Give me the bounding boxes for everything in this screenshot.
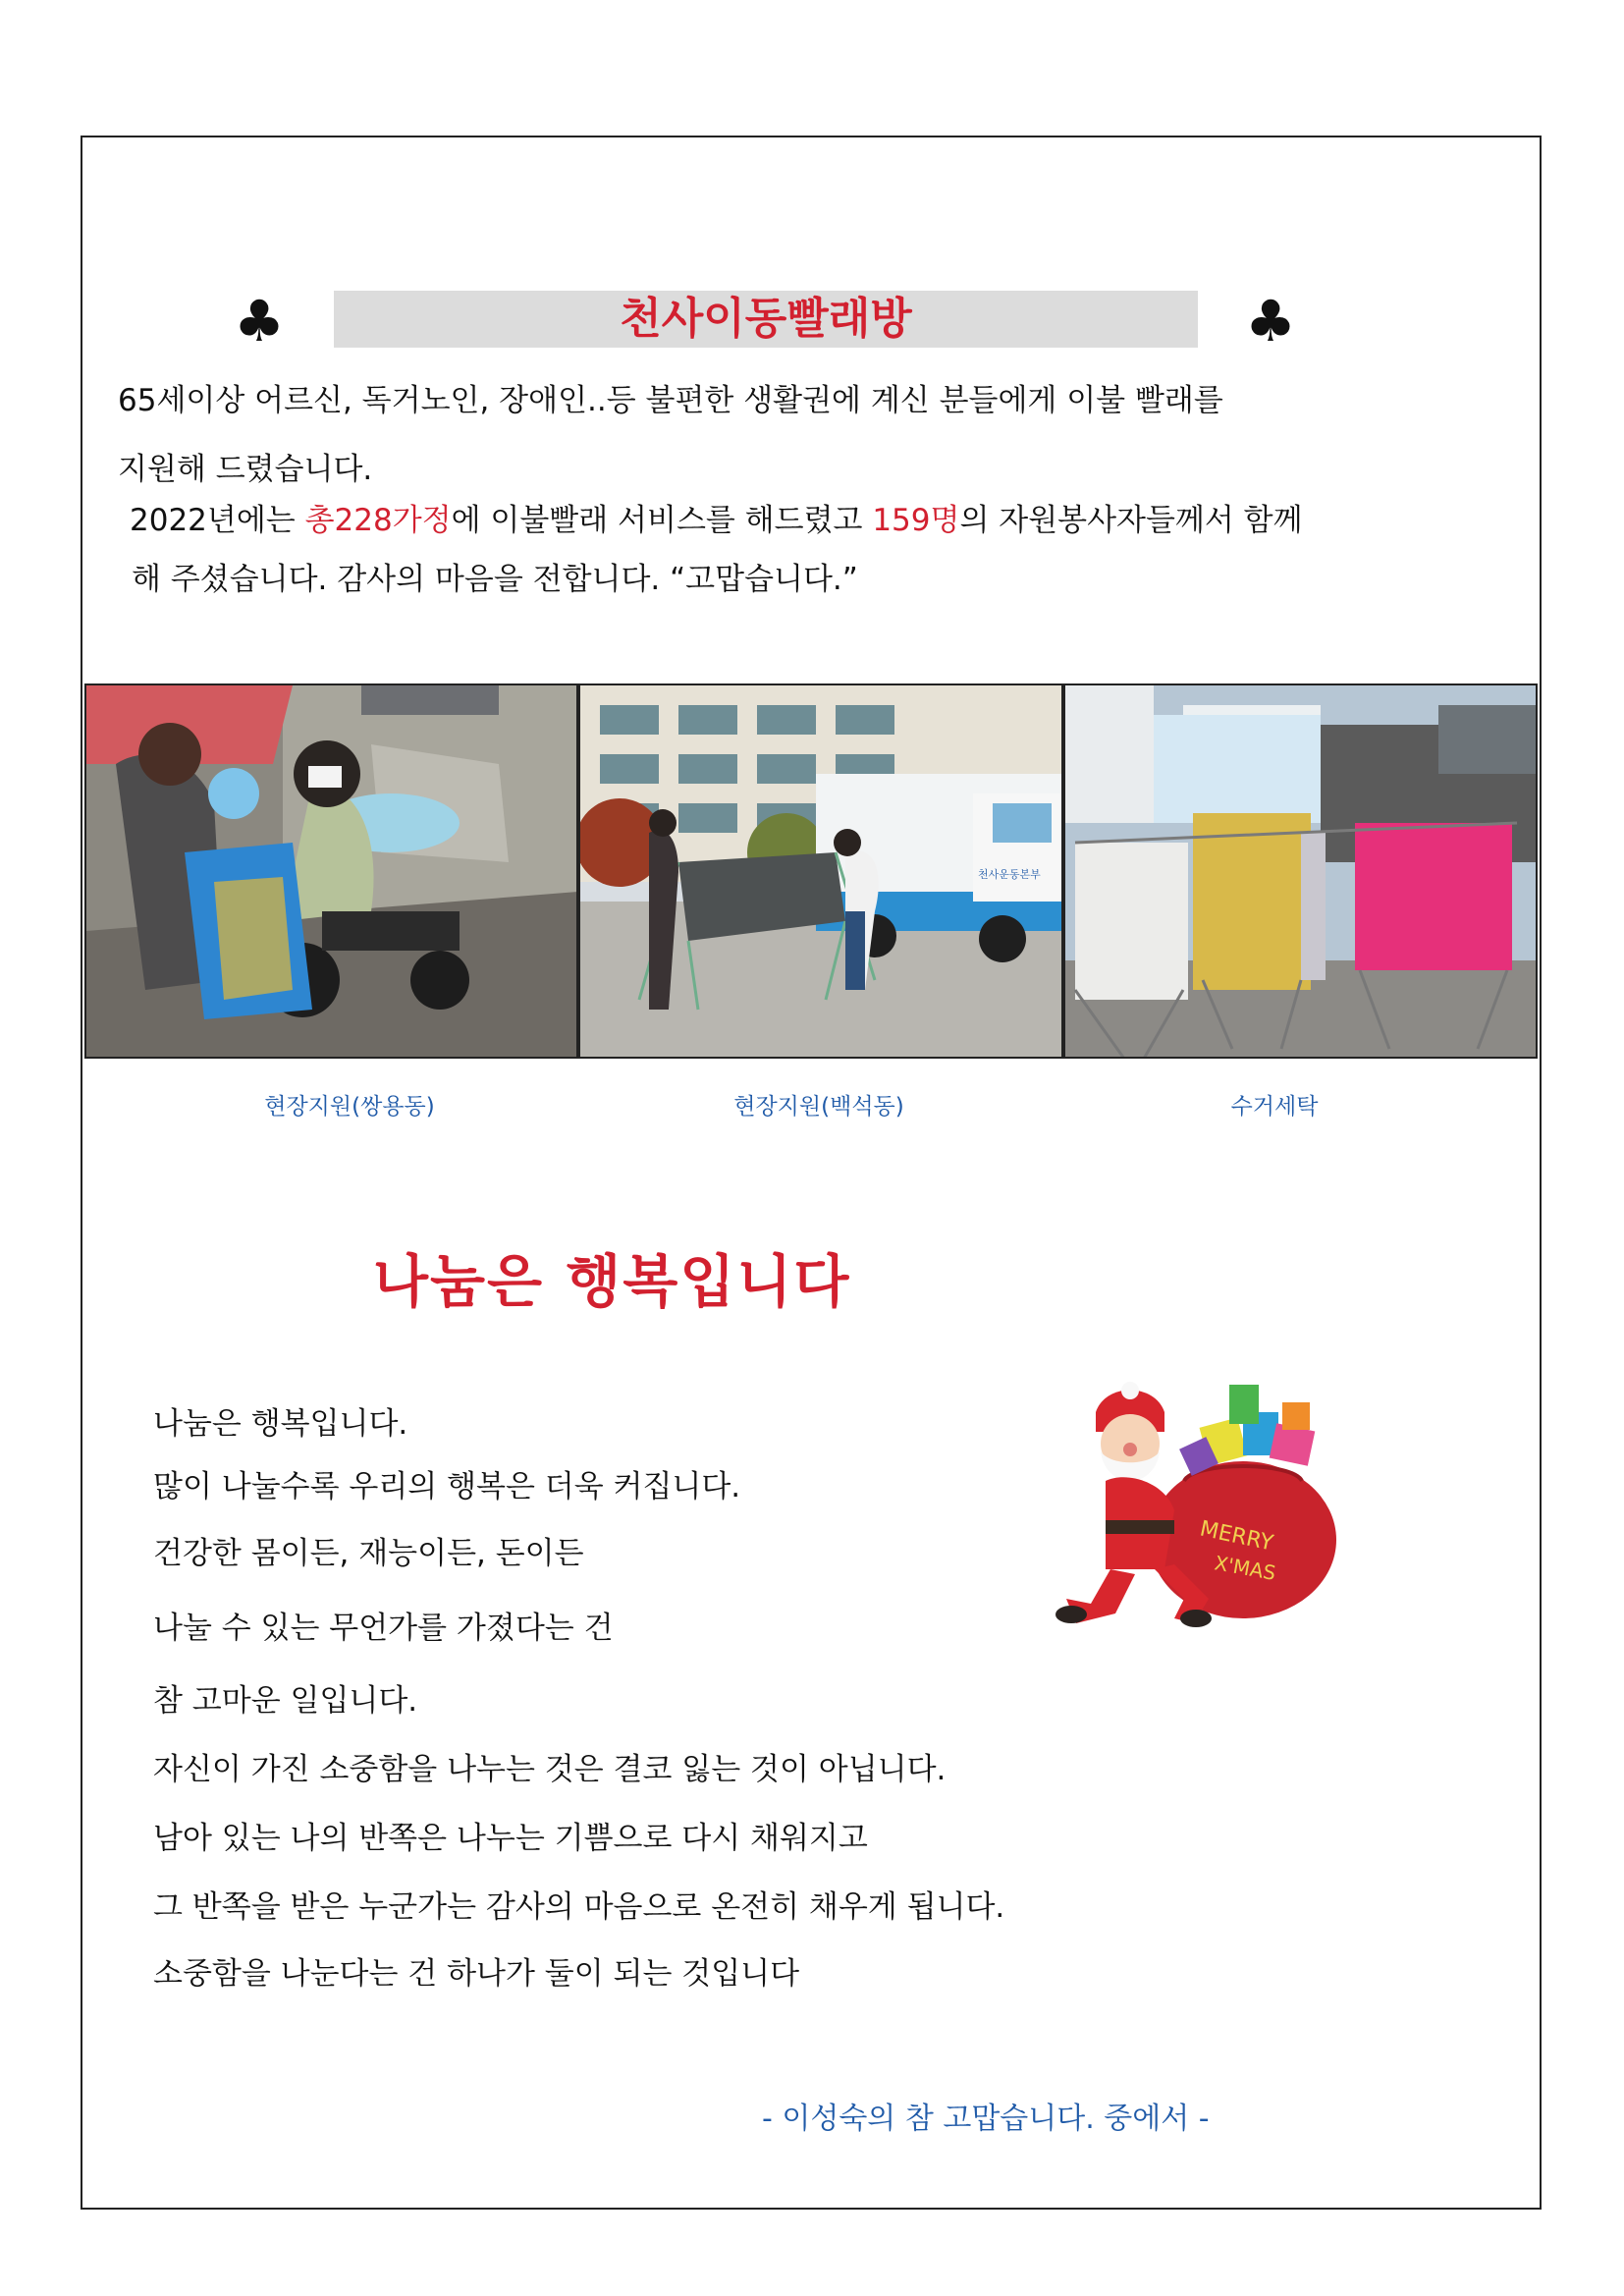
caption-baekseok: 현장지원(백석동) bbox=[733, 1094, 904, 1120]
poem-line: 많이 나눌수록 우리의 행복은 더욱 커집니다. bbox=[153, 1469, 741, 1504]
photo-collection-laundry bbox=[1061, 685, 1536, 1057]
poem-line: 참 고마운 일입니다. bbox=[153, 1683, 418, 1719]
volunteer-count: 159명 bbox=[872, 503, 960, 538]
poem-line: 남아 있는 나의 반쪽은 나누는 기쁨으로 다시 채워지고 bbox=[153, 1821, 868, 1856]
intro-line-1: 65세이상 어르신, 독거노인, 장애인..등 불편한 생활권에 계신 분들에게 이불 빨래를 bbox=[118, 383, 1223, 418]
club-icon-left: ♣ bbox=[234, 288, 285, 355]
intro-text: 의 자원봉사자들께서 함께 bbox=[959, 503, 1303, 538]
poem-line: 그 반쪽을 받은 누군가는 감사의 마음으로 온전히 채우게 됩니다. bbox=[153, 1889, 1005, 1925]
poem-line: 나눌 수 있는 무언가를 가졌다는 건 bbox=[153, 1611, 614, 1646]
bag-text-xmas: X'MAS bbox=[1213, 1551, 1278, 1585]
poem-line: 나눔은 행복입니다. bbox=[153, 1406, 408, 1442]
photo-ssangyong bbox=[86, 685, 576, 1057]
intro-text: 에 이불빨래 서비스를 해드렸고 bbox=[451, 503, 873, 538]
poem-line: 소중함을 나눈다는 건 하나가 둘이 되는 것입니다 bbox=[153, 1956, 800, 1992]
section-title: 천사이동빨래방 bbox=[334, 291, 1198, 348]
caption-collection-laundry: 수거세탁 bbox=[1230, 1094, 1319, 1120]
sharing-heading: 나눔은 행복입니다 bbox=[373, 1248, 851, 1315]
intro-line-2: 지원해 드렸습니다. bbox=[118, 452, 373, 487]
club-icon-right: ♣ bbox=[1245, 288, 1296, 355]
intro-line-3 bbox=[130, 499, 1534, 542]
intro-text: 2022년에는 bbox=[130, 503, 305, 538]
poem-line: 자신이 가진 소중함을 나누는 것은 결코 잃는 것이 아닙니다. bbox=[153, 1752, 947, 1787]
intro-line-4: 해 주셨습니다. 감사의 마음을 전합니다. “고맙습니다.” bbox=[132, 562, 858, 597]
household-count: 총228가정 bbox=[304, 503, 452, 538]
poem-line: 건강한 몸이든, 재능이든, 돈이든 bbox=[153, 1536, 584, 1571]
photo-baekseok bbox=[576, 685, 1060, 1057]
truck-label: 천사운동본부 bbox=[978, 868, 1042, 881]
photo-strip bbox=[84, 683, 1538, 1059]
bag-text-merry: MERRY bbox=[1197, 1516, 1275, 1557]
signature-source: - 이성숙의 참 고맙습니다. 중에서 - bbox=[762, 2102, 1210, 2136]
santa-illustration bbox=[1037, 1373, 1351, 1628]
caption-ssangyong: 현장지원(쌍용동) bbox=[264, 1094, 435, 1120]
